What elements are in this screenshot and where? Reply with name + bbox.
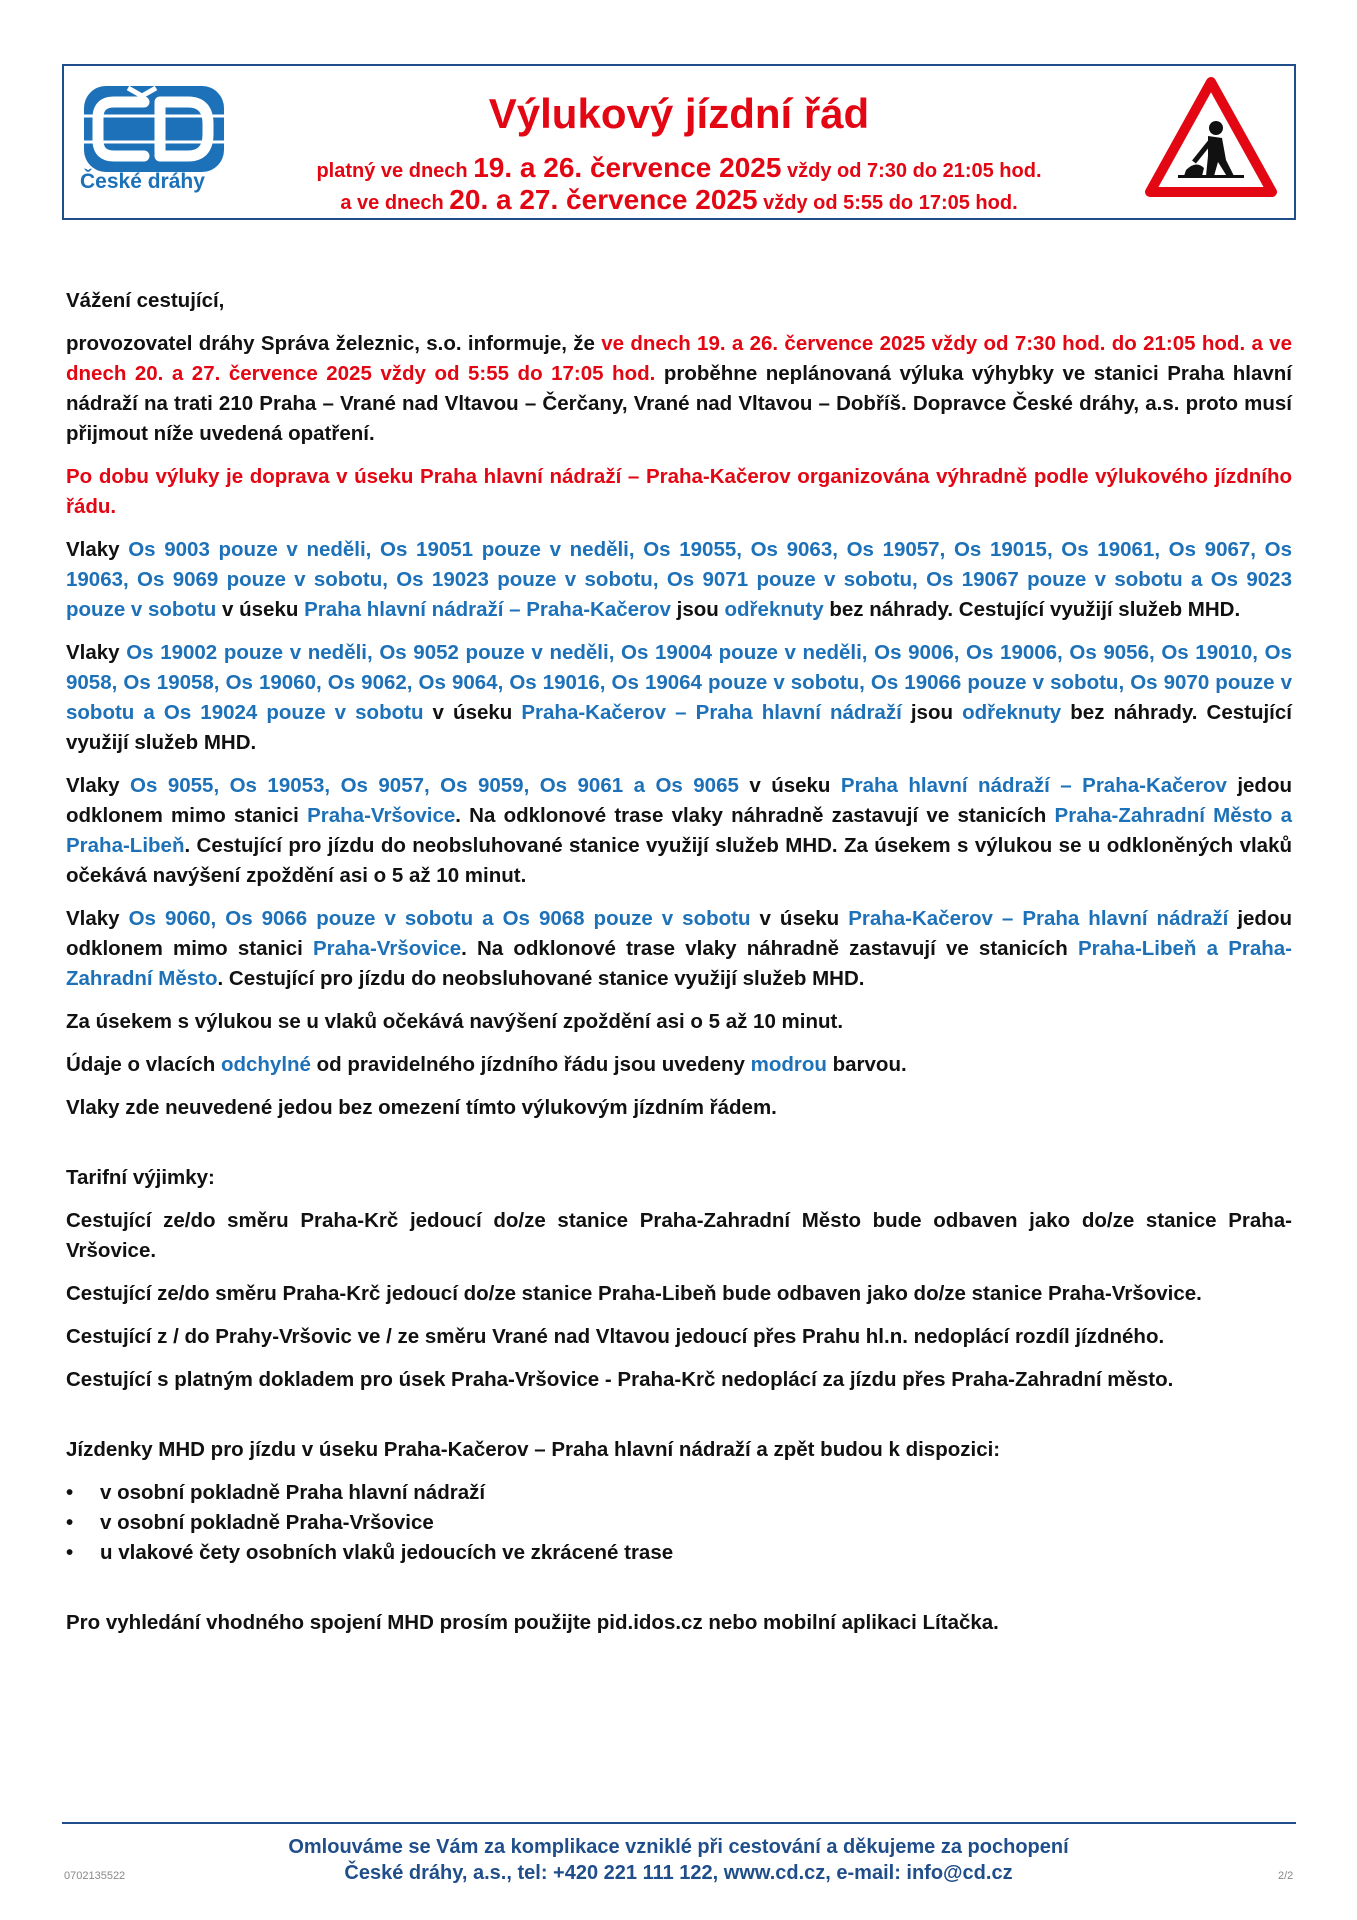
diverted-trains-paragraph-2: Vlaky Os 9060, Os 9066 pouze v sobotu a Os 9068 pouze v sobotu v úseku Praha-Kačerov – Praha hlavní nádraží jedou odklonem mimo stanici Praha-Vršovice. Na odklonové trase vlaky náhradně zastavují ve stanicích Praha-Libeň a Praha-Zahradní Město. Cestující pro jízdu do neobsluhované stanice využijí služeb MHD.	[66, 907, 1292, 990]
footer-divider	[62, 1822, 1296, 1824]
list-item: • v osobní pokladně Praha-Vršovice	[66, 1508, 1292, 1538]
roadwork-warning-icon	[1144, 76, 1278, 200]
footer-contact: České dráhy, a.s., tel: +420 221 111 122, www.cd.cz, e-mail: info@cd.cz	[344, 1862, 1013, 1884]
list-item: • v osobní pokladně Praha hlavní nádraží	[66, 1478, 1292, 1508]
tariff-item: Cestující ze/do směru Praha-Krč jedoucí do/ze stanice Praha-Zahradní Město bude odbaven jako do/ze stanice Praha- Vršovice.	[66, 1209, 1292, 1262]
unaffected-trains-paragraph: Vlaky zde neuvedené jedou bez omezení tímto výlukovým jízdním řádem.	[66, 1096, 777, 1119]
cancelled-trains-paragraph-1: Vlaky Os 9003 pouze v neděli, Os 19051 pouze v neděli, Os 19055, Os 9063, Os 19057, Os 19015, Os 19061, Os 9067, Os 19063, Os 9069 pouze v sobotu, Os 19023 pouze v sobotu, Os 9071 pouze v sobotu, Os 19067 pouze v sobotu a Os 9023 pouze v sobotu v úseku Praha hlavní nádraží – Praha-Kačerov jsou odřeknuty bez náhrady. Cestující využijí služeb MHD.	[66, 538, 1292, 621]
tickets-list	[66, 1478, 1292, 1568]
greeting: Vážení cestující,	[66, 289, 225, 312]
delay-paragraph: Za úsekem s výlukou se u vlaků očekává navýšení zpoždění asi o 5 až 10 minut.	[66, 1010, 844, 1033]
tickets-heading: Jízdenky MHD pro jízdu v úseku Praha-Kačerov – Praha hlavní nádraží a zpět budou k dispozici:	[66, 1438, 1001, 1461]
notice-paragraph: Po dobu výluky je doprava v úseku Praha hlavní nádraží – Praha-Kačerov organizována výhradně podle výlukového jízdního řádu.	[66, 465, 1292, 518]
validity-line-1: platný ve dnech 19. a 26. července 2025 vždy od 7:30 do 21:05 hod.	[316, 152, 1042, 183]
color-legend-paragraph: Údaje o vlacích odchylné od pravidelného jízdního řádu jsou uvedeny modrou barvou.	[66, 1053, 907, 1076]
notice-body	[66, 286, 1292, 1651]
page-title: Výlukový jízdní řád	[488, 90, 870, 137]
list-item: • u vlakové čety osobních vlaků jedoucích ve zkrácené trase	[66, 1538, 1292, 1568]
document-code: 0702135522	[64, 1870, 126, 1882]
cancelled-trains-paragraph-2: Vlaky Os 19002 pouze v neděli, Os 9052 pouze v neděli, Os 19004 pouze v neděli, Os 9006, Os 19006, Os 9056, Os 19010, Os 9058, Os 19058, Os 19060, Os 9062, Os 9064, Os 19016, Os 19064 pouze v sobotu, Os 19066 pouze v sobotu, Os 9070 pouze v sobotu a Os 19024 pouze v sobotu v úseku Praha-Kačerov – Praha hlavní nádraží jsou odřeknuty bez náhrady. Cestující využijí služeb MHD.	[66, 641, 1292, 754]
diverted-trains-paragraph-1: Vlaky Os 9055, Os 19053, Os 9057, Os 9059, Os 9061 a Os 9065 v úseku Praha hlavní nádraží – Praha-Kačerov jedou odklonem mimo stanici Praha-Vršovice. Na odklonové trase vlaky náhradně zastavují ve stanicích Praha-Zahradní Město a Praha-Libeň. Cestující pro jízdu do neobsluhované stanice využijí služeb MHD. Za úsekem s výlukou se u odkloněných vlaků očekává navýšení zpoždění asi o 5 až 10 minut.	[66, 774, 1292, 887]
footer-apology: Omlouváme se Vám za komplikace vzniklé při cestování a děkujeme za pochopení	[288, 1836, 1069, 1858]
tariff-item: Cestující s platným dokladem pro úsek Praha-Vršovice - Praha-Krč nedoplácí za jízdu přes Praha-Zahradní město.	[66, 1368, 1174, 1391]
tariff-item: Cestující ze/do směru Praha-Krč jedoucí do/ze stanice Praha-Libeň bude odbaven jako do/ze stanice Praha-Vršovice.	[66, 1282, 1202, 1305]
closing-paragraph: Pro vyhledání vhodného spojení MHD prosím použijte pid.idos.cz nebo mobilní aplikaci Lítačka.	[66, 1611, 999, 1634]
intro-paragraph: provozovatel dráhy Správa železnic, s.o. informuje, že ve dnech 19. a 26. července 2025 vždy od 7:30 hod. do 21:05 hod. a ve dnech 20. a 27. července 2025 vždy od 5:55 do 17:05 hod. proběhne neplánovaná výluka výhybky ve stanici Praha hlavní nádraží na trati 210 Praha – Vrané nad Vltavou – Čerčany, Vrané nad Vltavou – Dobříš. Dopravce České dráhy, a.s. proto musí přijmout níže uvedená opatření.	[66, 332, 1292, 445]
validity-line-2: a ve dnech 20. a 27. července 2025 vždy od 5:55 do 17:05 hod.	[340, 184, 1018, 215]
page-number: 2/2	[1278, 1870, 1294, 1882]
logo-text: České dráhy	[80, 170, 205, 193]
header-box	[62, 64, 1296, 220]
tariff-item: Cestující z / do Prahy-Vršovic ve / ze směru Vrané nad Vltavou jedoucí přes Prahu hl.n. nedoplácí rozdíl jízdného.	[66, 1325, 1165, 1348]
tariff-heading: Tarifní výjimky:	[66, 1166, 215, 1189]
